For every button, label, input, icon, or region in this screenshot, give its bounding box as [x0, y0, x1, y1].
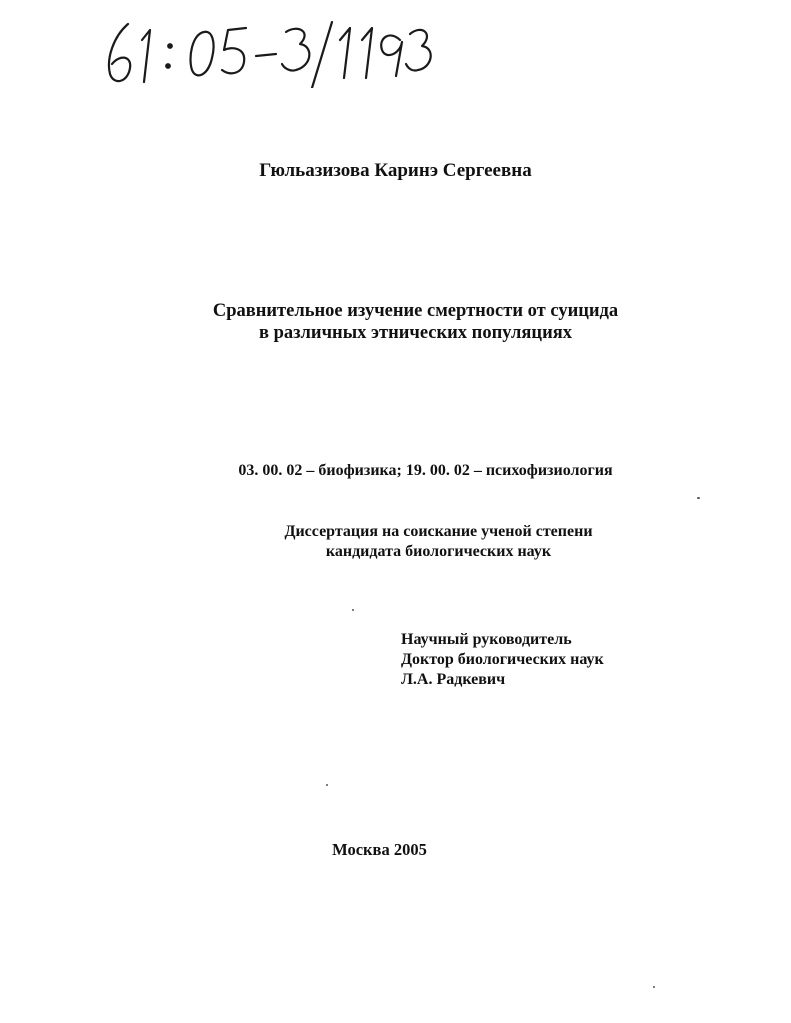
- title-line-1: Сравнительное изучение смертности от суицида: [212, 301, 619, 321]
- handwritten-number-drawing: [100, 18, 440, 88]
- supervisor-degree: Доктор биологических наук: [401, 651, 604, 668]
- dissertation-line-1: Диссертация на соискание ученой степени: [284, 523, 593, 540]
- specialty-codes: 03. 00. 02 – биофизика; 19. 00. 02 – психофизиология: [238, 462, 613, 479]
- scan-speck: [352, 609, 354, 611]
- author-name: Гюльазизова Каринэ Сергеевна: [259, 160, 532, 181]
- supervisor-block: [401, 630, 604, 690]
- place-and-year: Москва 2005: [332, 840, 427, 859]
- supervisor-role: Научный руководитель: [401, 631, 572, 648]
- dissertation-title: [20, 300, 791, 344]
- dissertation-degree: [43, 522, 791, 562]
- supervisor-name: Л.А. Радкевич: [401, 671, 506, 688]
- dissertation-line-2: кандидата биологических наук: [325, 543, 552, 560]
- scan-speck: [653, 986, 655, 988]
- title-line-2: в различных этнических популяциях: [258, 323, 573, 343]
- scan-speck: [326, 784, 328, 786]
- scan-speck: [697, 497, 700, 499]
- handwritten-registration-number: [100, 18, 440, 88]
